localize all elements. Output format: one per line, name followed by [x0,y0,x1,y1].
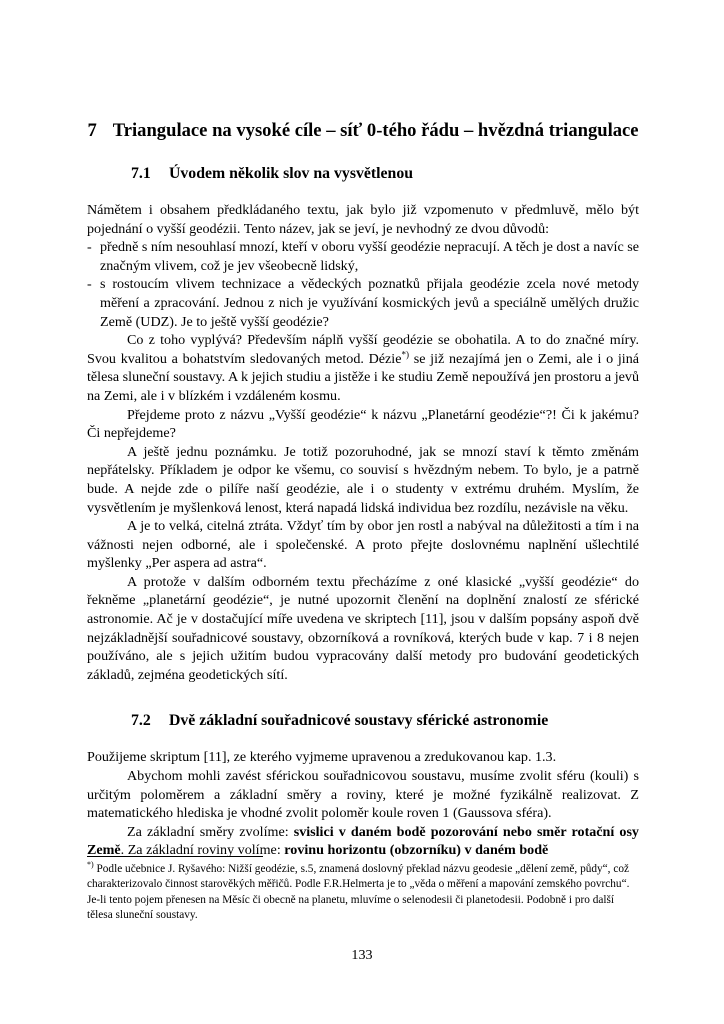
paragraph: Abychom mohli zavést sférickou souřadnicovou soustavu, musíme zvolit sféru (kouli) s určitým poloměrem a základní směry a roviny, které je možné fyzikálně realizovat. Z matematického hlediska je vhodné zvolit poloměr koule roven 1 (Gaussova sféra). [87,768,639,822]
section-heading-7-2 [87,711,639,731]
paragraph: A je to velká, citelná ztráta. Vždyť tím by obor jen rostl a nabýval na důležitosti a tím i na vážnosti nejen odborné, ale i společenské. A proto přejte doslovnému naplnění ušlechtilé myšlenky „Per aspera ad astra“. [87,518,639,572]
paragraph-text: se již nezajímá jen o Zemi, ale i o jiná tělesa sluneční soustavy. A k jejich studiu a jistěže i ke studiu Země nepoužívá jen prostoru a jevů na Zemi, ale i v blízkém i vzdáleném kosmu. [87,350,639,404]
reasons-list [87,238,639,331]
chapter-title: Triangulace na vysoké cíle – síť 0-tého řádu – hvězdná triangulace [112,120,639,141]
paragraph [87,823,639,860]
chapter-number: 7 [87,120,97,141]
page-number: 133 [351,947,373,963]
section-heading-7-1 [87,164,639,184]
paragraph: Použijeme skriptum [11], ze kterého vyjmeme upravenou a zredukovanou kap. 1.3. [87,749,557,766]
footnote-separator [87,856,263,857]
footnote-mark: *) [87,860,94,870]
list-item: - s rostoucím vlivem technizace a vědeckých poznatků přijala geodézie zcela nové metody měření a zpracování. Jednou z nich je využívání kosmických jevů a speciálně umělých družic Země (UDZ). Je to ještě vyšší geodézie? [87,275,639,331]
section-title: Úvodem několik slov na vysvětlenou [169,165,414,182]
paragraph-text: Za základní směry zvolíme: [127,823,294,840]
footnote [87,862,635,923]
paragraph: A ještě jednu poznámku. Je totiž pozoruhodné, jak se mnozí staví k těmto změnám nepřátelsky. Příkladem je odpor ke všemu, co souvisí s hvězdným nebem. To bylo, je a patrně bude. A nejde zde o pilíře naší geodézie, ale i o studenty v extrému druhém. Myslím, že vysvětlením je myšlenková lenost, která napadá lidská individua bez rozdílu, nezávisle na věku. [87,443,639,516]
chapter-heading [87,118,639,143]
bold-text: rovinu horizontu (obzorníku) v daném bodě [284,842,549,859]
paragraph-intro: Námětem i obsahem předkládaného textu, jak bylo již vzpomenuto v předmluvě, mělo být pojednání o vyšší geodézii. Tento název, jak se jeví, je nevhodný ze dvou důvodů: [87,202,639,237]
page-content [87,118,639,860]
section-number: 7.1 [131,165,151,182]
list-item: - předně s ním nesouhlasí mnozí, kteří v oboru vyšší geodézie nepracují. A těch je dost a navíc se značným vlivem, což je jev všeobecně lidský, [87,238,639,275]
paragraph: A protože v dalším odborném textu přecházíme z oné klasické „vyšší geodézie“ do řekněme „planetární geodézie“, je nutné upozornit členění na doplnění znalostí ze sférické astronomie. Ač je v dostačující míře uvedena ve skriptech [11], jsou v dalším popsány aspoň dvě nejzákladnější souřadnicové soustavy, obzorníková a rovníková, kterých bude v kap. 7 i 8 nejen používáno, ale s jejich užitím budou vypracovány další metody pro budování geodetických základů, zejména geodetických sítí. [87,573,639,683]
paragraph-text: . Za základní roviny volíme: [120,842,285,859]
footnote-text: Podle učebnice J. Ryšavého: Nižší geodézie, s.5, znamená doslovný překlad názvu geodesie „dělení země, půdy“, což charakterizovalo činnost starověkých měřičů. Podle F.R.Helmerta je to „věda o měření a mapování zemského povrchu“. Je-li tento pojem přenesen na Měsíc či obecně na planetu, mluvíme o selenodesii či planetodesii. Podobně i pro další tělesa sluneční soustavy. [87,863,630,921]
paragraph-text: Co z toho vyplývá? Především náplň vyšší geodézie se obohatila. A to do značné míry. Svou kvalitou a bohatstvím sledovaných metod. Dézie [87,332,639,367]
section-title: Dvě základní souřadnicové soustavy sférické astronomie [169,712,549,730]
section-number: 7.2 [131,712,151,730]
paragraph: Přejdeme proto z názvu „Vyšší geodézie“ k názvu „Planetární geodézie“?! Či k jakému? Či nepřejdeme? [87,406,639,442]
paragraph [87,331,639,405]
bold-text: svislici v daném bodě pozorování nebo směr rotační osy Země [87,823,639,859]
footnote-reference[interactable]: *) [401,349,409,360]
